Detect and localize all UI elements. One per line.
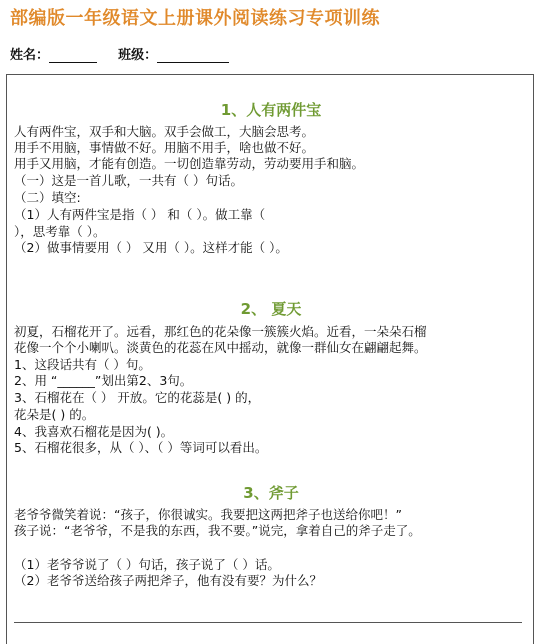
- question-line: （1）老爷爷说了（ ）句话，孩子说了（ ）话。: [14, 557, 280, 572]
- class-label: 班级：: [118, 48, 158, 63]
- question-line: 1、这段话共有（ ）句。: [14, 357, 151, 372]
- question-line: 4、我喜欢石榴花是因为( )。: [14, 424, 174, 439]
- question-line: ），思考靠（ ）。: [14, 224, 106, 239]
- question-line: 5、石榴花很多，从（ ）、（ ）等词可以看出。: [14, 440, 268, 455]
- worksheet-title: 部编版一年级语文上册课外阅读练习专项训练: [10, 8, 380, 29]
- passage-line: 花像一个个小喇叭。淡黄色的花蕊在风中摇动，就像一群仙女在翩翩起舞。: [14, 340, 427, 355]
- section-title-3: 3、斧子: [243, 484, 299, 502]
- passage-line: 用手又用脑，才能有创造。一切创造靠劳动，劳动要用手和脑。: [14, 156, 365, 171]
- section-title-1: 1、人有两件宝: [220, 101, 322, 119]
- question-line: 3、石榴花在（ ） 开放。它的花蕊是( ) 的，: [14, 390, 261, 405]
- passage-line: 孩子说：“老爷爷，不是我的东西，我不要。”说完，拿着自己的斧子走了。: [14, 523, 421, 538]
- question-line: 花朵是( ) 的。: [14, 407, 95, 422]
- passage-line: 用手不用脑，事情做不好。用脑不用手，啥也做不好。: [14, 140, 315, 155]
- passage-line: 初夏，石榴花开了。远看，那红色的花朵像一簇簇火焰。近看，一朵朵石榴: [14, 324, 427, 339]
- question-line: 2、用 “______”划出第2、3句。: [14, 373, 193, 388]
- passage-line: 人有两件宝，双手和大脑。双手会做工，大脑会思考。: [14, 124, 315, 139]
- question-line: （二）填空:: [14, 190, 81, 205]
- question-line: （2）老爷爷送给孩子两把斧子，他有没有要？为什么？: [14, 573, 322, 588]
- section-title-2: 2、 夏天: [240, 300, 302, 318]
- name-blank[interactable]: [49, 48, 97, 63]
- passage-line: 老爷爷微笑着说：“孩子，你很诚实。我要把这两把斧子也送给你吧！”: [14, 507, 402, 522]
- class-blank[interactable]: [157, 48, 229, 63]
- question-line: （一）这是一首儿歌，一共有（ ）句话。: [14, 173, 243, 188]
- question-line: （1）人有两件宝是指（ ） 和（ ）。做工靠（: [14, 207, 266, 222]
- answer-line[interactable]: [14, 622, 522, 623]
- student-info-row: [10, 44, 229, 63]
- name-label: 姓名：: [10, 48, 50, 63]
- question-line: （2）做事情要用（ ） 又用（ ）。这样才能（ ）。: [14, 240, 288, 255]
